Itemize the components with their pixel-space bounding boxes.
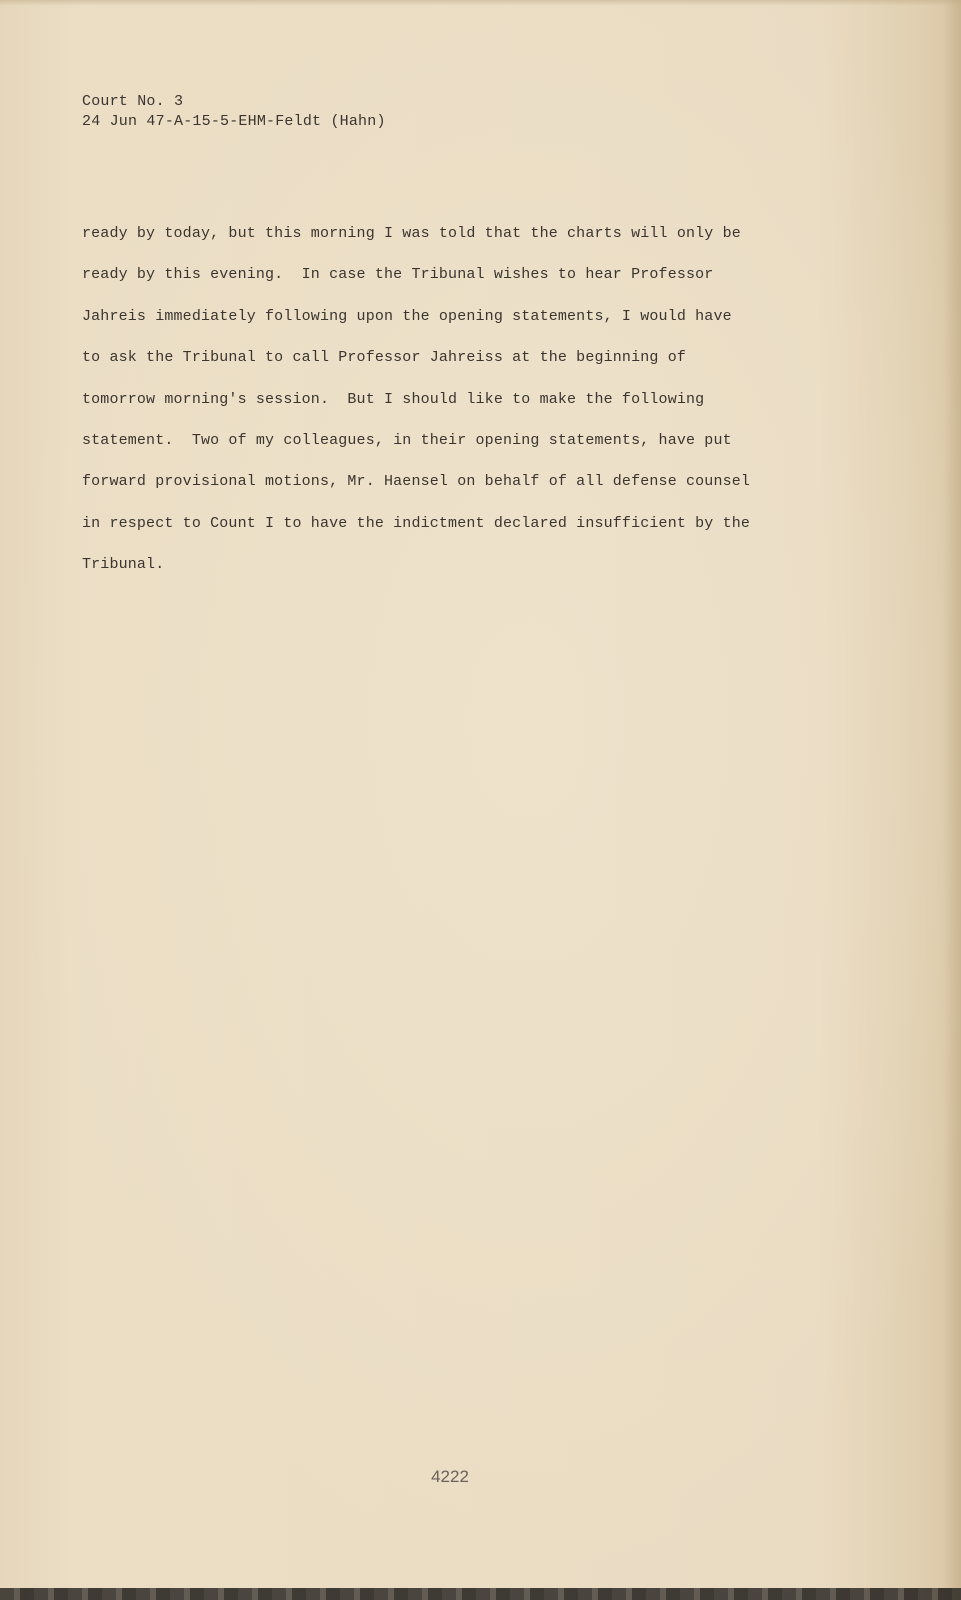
transcript-line: Jahreis immediately following upon the opening statements, I would have <box>82 307 732 325</box>
transcript-line: ready by today, but this morning I was told that the charts will only be <box>82 225 741 242</box>
transcript-line: tomorrow morning's session. But I should like to make the following <box>82 390 705 408</box>
document-header <box>82 92 386 132</box>
transcript-line: Tribunal. <box>82 556 165 574</box>
paper-right-edge <box>943 0 961 1600</box>
paper-top-edge <box>0 0 961 6</box>
reference-line: 24 Jun 47-A-15-5-EHM-Feldt (Hahn) <box>82 113 386 130</box>
transcript-line: statement. Two of my colleagues, in their opening statements, have put <box>82 431 732 449</box>
transcript-line: to ask the Tribunal to call Professor Jahreiss at the beginning of <box>82 349 686 367</box>
transcript-body <box>82 213 932 586</box>
court-number: Court No. 3 <box>82 93 184 110</box>
scan-bottom-edge <box>0 1588 961 1600</box>
page-number: 4222 <box>431 1467 469 1486</box>
transcript-line: ready by this evening. In case the Tribunal wishes to hear Professor <box>82 266 714 284</box>
transcript-line: forward provisional motions, Mr. Haensel on behalf of all defense counsel <box>82 473 751 491</box>
transcript-line: in respect to Count I to have the indictment declared insufficient by the <box>82 514 751 532</box>
